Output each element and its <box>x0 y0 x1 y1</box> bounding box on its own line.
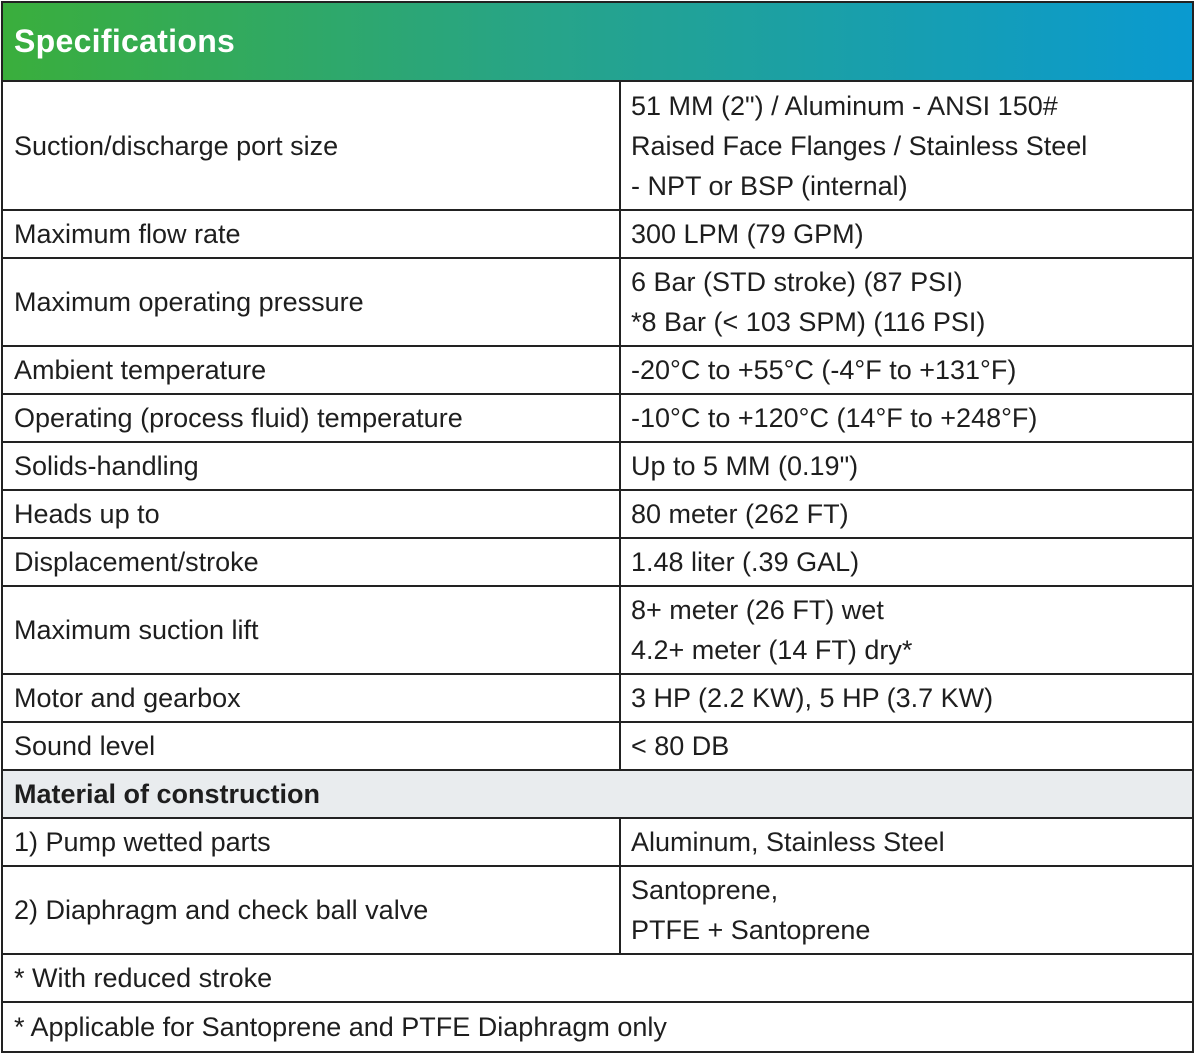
table-row <box>3 722 1192 770</box>
spec-label: Maximum operating pressure <box>3 258 620 346</box>
table-title: Specifications <box>14 23 236 59</box>
spec-value: 1.48 liter (.39 GAL) <box>620 538 1192 586</box>
table-row <box>3 346 1192 394</box>
spec-label: Sound level <box>3 722 620 770</box>
spec-value: 6 Bar (STD stroke) (87 PSI) *8 Bar (< 103 SPM) (116 PSI) <box>620 258 1192 346</box>
spec-value: 8+ meter (26 FT) wet 4.2+ meter (14 FT) dry* <box>620 586 1192 674</box>
table-row <box>3 818 1192 866</box>
spec-value: 3 HP (2.2 KW), 5 HP (3.7 KW) <box>620 674 1192 722</box>
spec-label: Operating (process fluid) temperature <box>3 394 620 442</box>
section-heading: Material of construction <box>3 770 1192 818</box>
spec-grid <box>3 82 1192 1050</box>
spec-value: 80 meter (262 FT) <box>620 490 1192 538</box>
table-row <box>3 210 1192 258</box>
spec-label: Maximum suction lift <box>3 586 620 674</box>
footnote: * With reduced stroke <box>3 954 1192 1002</box>
spec-label: Suction/discharge port size <box>3 82 620 210</box>
spec-value: 51 MM (2") / Aluminum - ANSI 150# Raised Face Flanges / Stainless Steel - NPT or BSP (internal) <box>631 90 1088 201</box>
spec-value: < 80 DB <box>620 722 1192 770</box>
spec-label: Heads up to <box>3 490 620 538</box>
table-row <box>3 538 1192 586</box>
spec-label: Solids-handling <box>3 442 620 490</box>
table-row <box>3 258 1192 346</box>
spec-label: Motor and gearbox <box>3 674 620 722</box>
table-row <box>3 586 1192 674</box>
spec-value: 300 LPM (79 GPM) <box>620 210 1192 258</box>
spec-label: 2) Diaphragm and check ball valve <box>3 866 620 954</box>
spec-label: Displacement/stroke <box>3 538 620 586</box>
table-row <box>3 490 1192 538</box>
spec-label: Maximum flow rate <box>3 210 620 258</box>
table-row <box>3 442 1192 490</box>
spec-value: Aluminum, Stainless Steel <box>620 818 1192 866</box>
specifications-table <box>1 1 1194 1053</box>
footnote-row <box>3 1002 1192 1050</box>
spec-label: 1) Pump wetted parts <box>3 818 620 866</box>
footnote-row <box>3 954 1192 1002</box>
footnote: * Applicable for Santoprene and PTFE Diaphragm only <box>3 1002 1192 1050</box>
table-row <box>3 394 1192 442</box>
table-header <box>3 3 1192 82</box>
spec-value: -20°C to +55°C (-4°F to +131°F) <box>620 346 1192 394</box>
spec-value: Up to 5 MM (0.19") <box>620 442 1192 490</box>
spec-value: Santoprene, PTFE + Santoprene <box>620 866 1192 954</box>
table-row <box>3 674 1192 722</box>
spec-label: Ambient temperature <box>3 346 620 394</box>
spec-value: -10°C to +120°C (14°F to +248°F) <box>620 394 1192 442</box>
section-heading-row <box>3 770 1192 818</box>
table-row <box>3 82 1192 210</box>
table-row <box>3 866 1192 954</box>
